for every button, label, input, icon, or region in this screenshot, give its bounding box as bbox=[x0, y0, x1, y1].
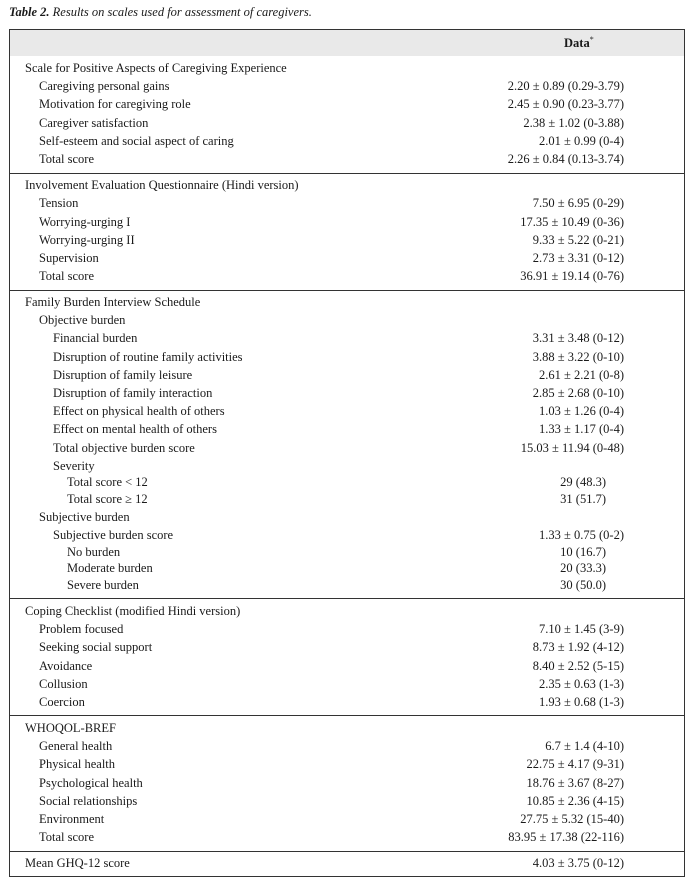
table-row: Social relationships 10.85 ± 2.36 (4-15) bbox=[39, 794, 624, 808]
table-header bbox=[10, 30, 684, 56]
table-row: Total score < 12 29 (48.3) bbox=[67, 475, 606, 489]
table-row: Collusion 2.35 ± 0.63 (1-3) bbox=[39, 677, 624, 691]
table-row: Coercion 1.93 ± 0.68 (1-3) bbox=[39, 695, 624, 709]
table-row: Total score 2.26 ± 0.84 (0.13-3.74) bbox=[39, 152, 624, 166]
table-row: Caregiving personal gains 2.20 ± 0.89 (0.29-3.79) bbox=[39, 79, 624, 93]
table-row: Environment 27.75 ± 5.32 (15-40) bbox=[39, 812, 624, 826]
section-title: Family Burden Interview Schedule bbox=[25, 295, 201, 309]
results-table bbox=[9, 29, 685, 877]
section-divider bbox=[10, 598, 684, 599]
section-divider bbox=[10, 851, 684, 852]
section-title: Involvement Evaluation Questionnaire (Hindi version) bbox=[25, 178, 299, 192]
table-title: Results on scales used for assessment of caregivers. bbox=[52, 5, 312, 19]
section-title: WHOQOL-BREF bbox=[25, 721, 116, 735]
section-title: Coping Checklist (modified Hindi version) bbox=[25, 604, 241, 618]
table-row: Financial burden 3.31 ± 3.48 (0-12) bbox=[53, 331, 624, 345]
section-divider bbox=[10, 173, 684, 174]
table-row: Total score 83.95 ± 17.38 (22-116) bbox=[39, 830, 624, 844]
table-row: Motivation for caregiving role 2.45 ± 0.90 (0.23-3.77) bbox=[39, 97, 624, 111]
footnote-mark: * bbox=[589, 35, 594, 44]
table-row: Subjective burden score 1.33 ± 0.75 (0-2) bbox=[53, 528, 624, 542]
table-row: Moderate burden 20 (33.3) bbox=[67, 561, 606, 575]
section-divider bbox=[10, 290, 684, 291]
subsection-title: Objective burden bbox=[39, 313, 126, 327]
section-divider bbox=[10, 715, 684, 716]
table-row: Psychological health 18.76 ± 3.67 (8-27) bbox=[39, 776, 624, 790]
subsection-title: Severity bbox=[53, 459, 95, 473]
table-row: Effect on mental health of others 1.33 ± 1.17 (0-4) bbox=[53, 422, 624, 436]
table-row: Self-esteem and social aspect of caring 2.01 ± 0.99 (0-4) bbox=[39, 134, 624, 148]
table-row: Supervision 2.73 ± 3.31 (0-12) bbox=[39, 251, 624, 265]
data-column-header: Data* bbox=[564, 35, 594, 51]
table-row: Total score 36.91 ± 19.14 (0-76) bbox=[39, 269, 624, 283]
table-caption bbox=[9, 5, 312, 20]
table-row: Tension 7.50 ± 6.95 (0-29) bbox=[39, 196, 624, 210]
table-row: Worrying-urging II 9.33 ± 5.22 (0-21) bbox=[39, 233, 624, 247]
table-row: Disruption of family leisure 2.61 ± 2.21 (0-8) bbox=[53, 368, 624, 382]
table-row: Mean GHQ-12 score 4.03 ± 3.75 (0-12) bbox=[25, 856, 624, 870]
table-row: Caregiver satisfaction 2.38 ± 1.02 (0-3.88) bbox=[39, 116, 624, 130]
table-row: No burden 10 (16.7) bbox=[67, 545, 606, 559]
table-row: Effect on physical health of others 1.03 ± 1.26 (0-4) bbox=[53, 404, 624, 418]
table-row: Avoidance 8.40 ± 2.52 (5-15) bbox=[39, 659, 624, 673]
table-row: Severe burden 30 (50.0) bbox=[67, 578, 606, 592]
subsection-title: Subjective burden bbox=[39, 510, 130, 524]
table-row: Total objective burden score 15.03 ± 11.94 (0-48) bbox=[53, 441, 624, 455]
table-row: General health 6.7 ± 1.4 (4-10) bbox=[39, 739, 624, 753]
table-row: Physical health 22.75 ± 4.17 (9-31) bbox=[39, 757, 624, 771]
table-row: Problem focused 7.10 ± 1.45 (3-9) bbox=[39, 622, 624, 636]
table-row: Disruption of family interaction 2.85 ± 2.68 (0-10) bbox=[53, 386, 624, 400]
table-row: Seeking social support 8.73 ± 1.92 (4-12) bbox=[39, 640, 624, 654]
table-row: Disruption of routine family activities 3.88 ± 3.22 (0-10) bbox=[53, 350, 624, 364]
section-title: Scale for Positive Aspects of Caregiving Experience bbox=[25, 61, 287, 75]
table-row: Worrying-urging I 17.35 ± 10.49 (0-36) bbox=[39, 215, 624, 229]
table-row: Total score ≥ 12 31 (51.7) bbox=[67, 492, 606, 506]
table-number: Table 2. bbox=[9, 5, 50, 19]
